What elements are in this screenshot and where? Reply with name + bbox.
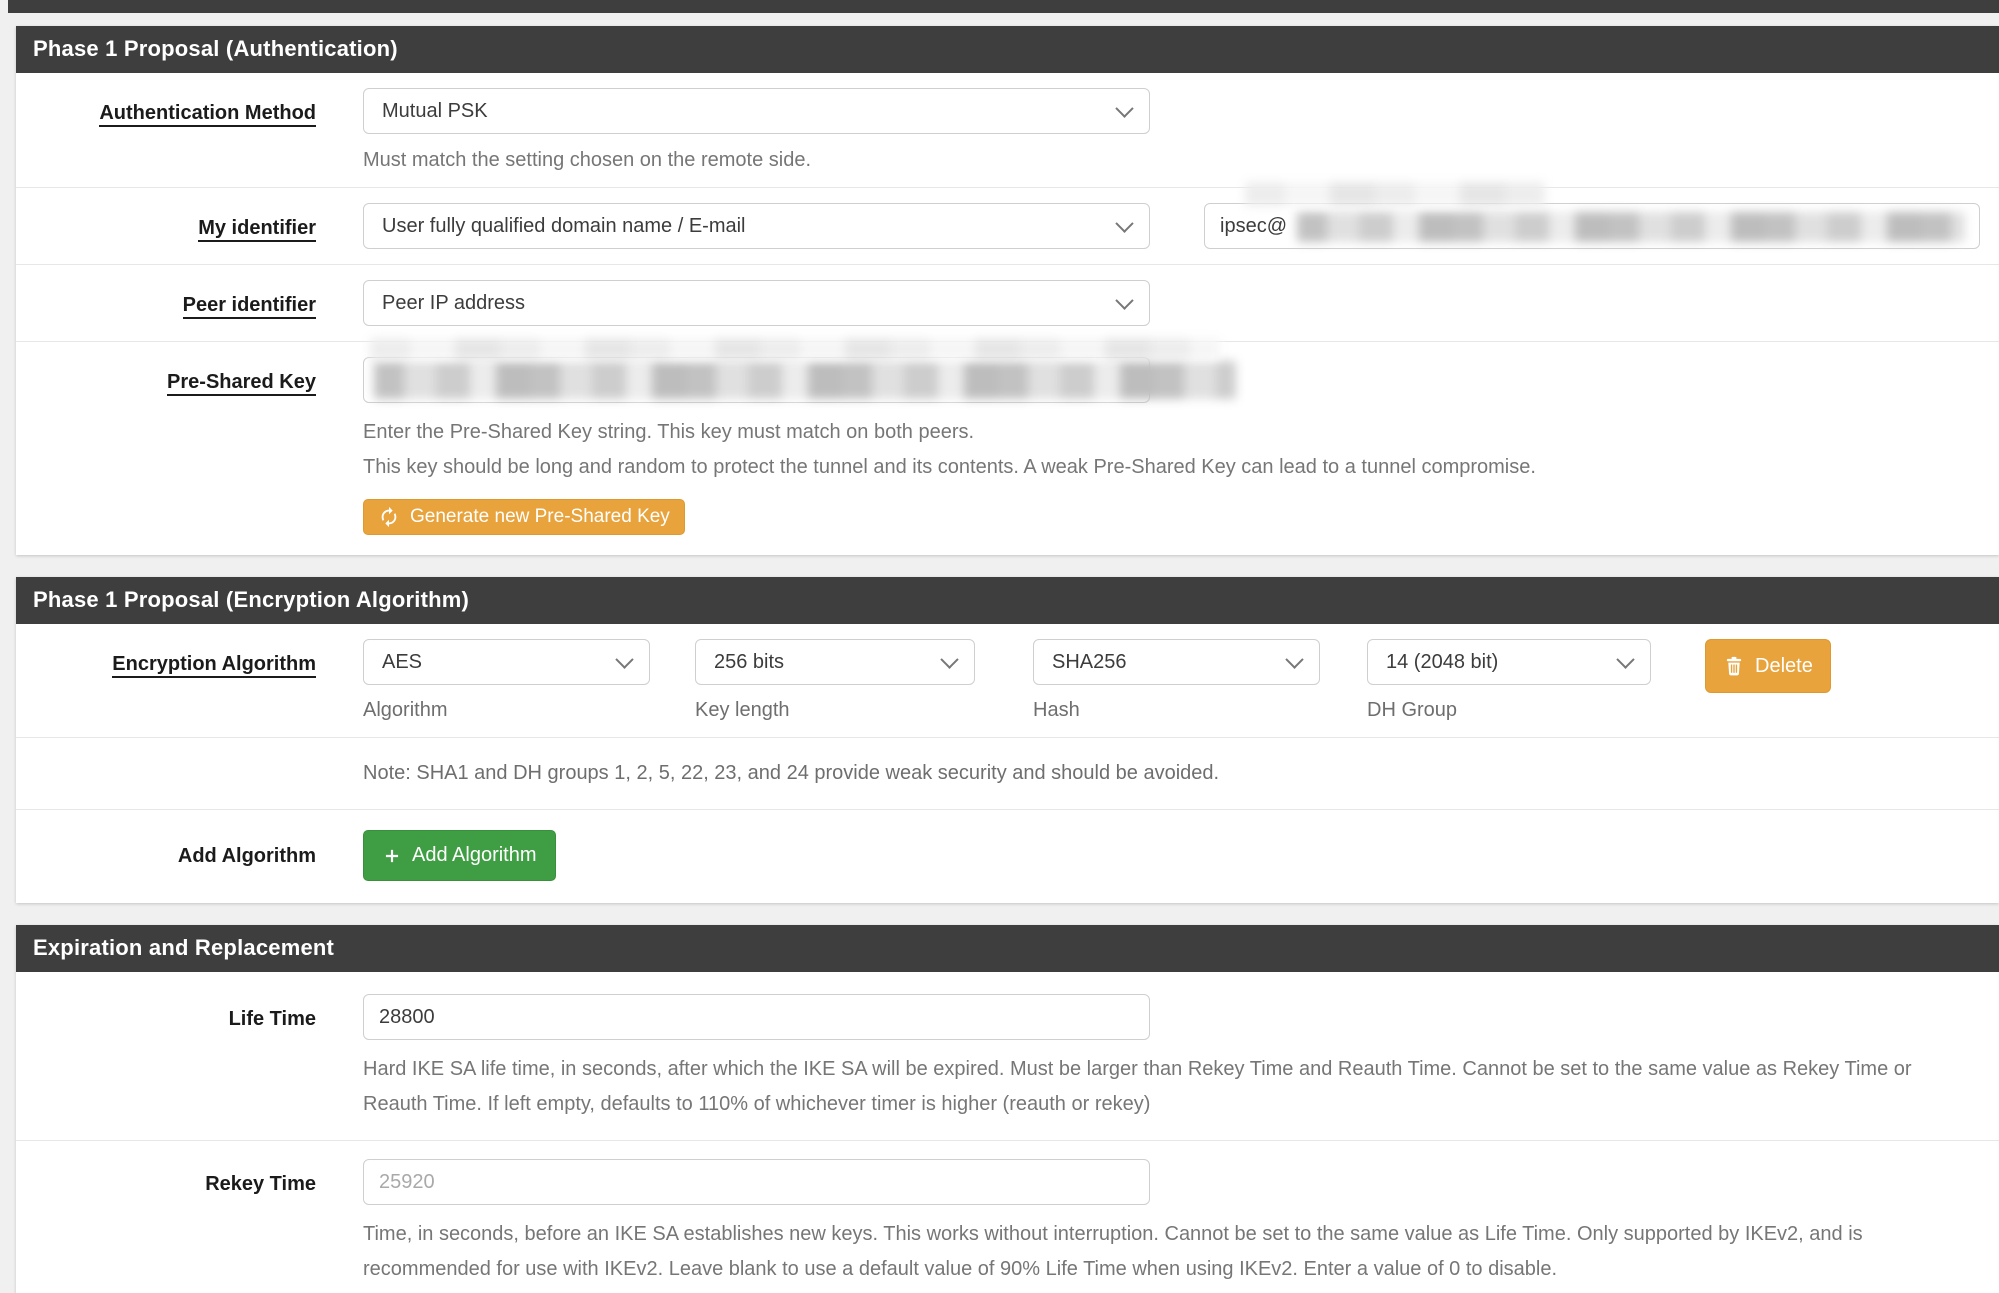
dh-group-value: 14 (2048 bit): [1386, 650, 1499, 673]
section-header-encryption: Phase 1 Proposal (Encryption Algorithm): [16, 577, 1999, 624]
encryption-algorithm-select[interactable]: [363, 639, 650, 685]
row-rekey-time: [16, 1141, 1999, 1293]
rekey-time-label: Rekey Time: [205, 1173, 316, 1195]
add-algorithm-button-label: Add Algorithm: [412, 844, 537, 866]
row-encryption-algorithm: [16, 624, 1999, 738]
psk-help-line2: This key should be long and random to protect the tunnel and its contents. A weak Pre-Shared Key can lead to a tunnel compromise.: [363, 456, 1536, 478]
chevron-down-icon: [1115, 291, 1133, 309]
row-pre-shared-key: [16, 342, 1999, 553]
peer-identifier-select[interactable]: [363, 280, 1150, 326]
hash-sublabel: Hash: [1033, 699, 1080, 721]
previous-section-header-remnant: [8, 0, 1999, 13]
chevron-down-icon: [615, 650, 633, 668]
chevron-down-icon: [1115, 99, 1133, 117]
authentication-method-help: Must match the setting chosen on the remote side.: [363, 149, 812, 171]
delete-algorithm-button[interactable]: [1705, 639, 1831, 693]
generate-psk-button[interactable]: [363, 499, 685, 535]
dh-group-select[interactable]: [1367, 639, 1651, 685]
add-algorithm-label: Add Algorithm: [177, 845, 316, 867]
weak-security-note: Note: SHA1 and DH groups 1, 2, 5, 22, 23, and 24 provide weak security and should be avoided.: [363, 762, 1220, 784]
chevron-down-icon: [1285, 650, 1303, 668]
row-life-time: [16, 972, 1999, 1141]
redacted-psk-value: [374, 361, 1236, 399]
delete-button-label: Delete: [1755, 654, 1813, 677]
row-add-algorithm: [16, 810, 1999, 901]
my-identifier-label[interactable]: My identifier: [198, 217, 316, 242]
add-algorithm-button[interactable]: [363, 830, 556, 881]
psk-help-line1: Enter the Pre-Shared Key string. This key must match on both peers.: [363, 421, 975, 443]
algorithm-sublabel: Algorithm: [363, 699, 448, 721]
chevron-down-icon: [1115, 214, 1133, 232]
peer-identifier-label[interactable]: Peer identifier: [183, 294, 316, 319]
panel-phase1-encryption: [16, 577, 1999, 903]
life-time-help: Hard IKE SA life time, in seconds, after which the IKE SA will be expired. Must be larger than Rekey Time and Reauth Time. Cannot be set to the same value as Rekey Time or Reauth Time. If left empty, defaults to 110% of whichever timer is higher (reauth or rekey): [363, 1058, 1912, 1115]
row-my-identifier: [16, 188, 1999, 265]
dh-group-sublabel: DH Group: [1367, 699, 1458, 721]
life-time-input[interactable]: [363, 994, 1150, 1040]
pre-shared-key-label[interactable]: Pre-Shared Key: [167, 371, 316, 396]
panel-expiration-replacement: [16, 925, 1999, 1293]
pre-shared-key-input[interactable]: [363, 357, 1150, 403]
row-peer-identifier: [16, 265, 1999, 342]
authentication-method-value: Mutual PSK: [382, 99, 488, 122]
redacted-identifier-value: [1297, 212, 1965, 242]
authentication-method-label[interactable]: Authentication Method: [99, 102, 316, 127]
hash-value: SHA256: [1052, 650, 1127, 673]
life-time-label: Life Time: [228, 1008, 316, 1030]
rekey-time-input[interactable]: [363, 1159, 1150, 1205]
panel-phase1-authentication: [16, 26, 1999, 555]
chevron-down-icon: [1616, 650, 1634, 668]
my-identifier-input-prefix: ipsec@: [1220, 214, 1287, 237]
encryption-algorithm-value: AES: [382, 650, 423, 673]
peer-identifier-value: Peer IP address: [382, 291, 526, 314]
section-header-expiration: Expiration and Replacement: [16, 925, 1999, 972]
key-length-sublabel: Key length: [695, 699, 790, 721]
redaction-smudge: [370, 338, 1220, 360]
redaction-smudge: [1245, 182, 1545, 206]
authentication-method-select[interactable]: [363, 88, 1150, 134]
row-authentication-method: [16, 73, 1999, 188]
plus-icon: [382, 846, 402, 866]
chevron-down-icon: [940, 650, 958, 668]
generate-psk-button-label: Generate new Pre-Shared Key: [410, 506, 670, 527]
my-identifier-select[interactable]: [363, 203, 1150, 249]
key-length-select[interactable]: [695, 639, 975, 685]
key-length-value: 256 bits: [714, 650, 785, 673]
my-identifier-value: User fully qualified domain name / E-mail: [382, 214, 746, 237]
refresh-icon: [378, 506, 400, 528]
row-encryption-note: [16, 738, 1999, 810]
section-header-authentication: Phase 1 Proposal (Authentication): [16, 26, 1999, 73]
rekey-time-help: Time, in seconds, before an IKE SA establishes new keys. This works without interruption. Cannot be set to the same value as Life Time. Only supported by IKEv2, and is recommended for use with IKEv2. Leave blank to use a default value of 90% Life Time when using IKEv2. Enter a value of 0 to disable.: [363, 1223, 1863, 1280]
hash-select[interactable]: [1033, 639, 1320, 685]
trash-icon: [1723, 655, 1745, 677]
encryption-algorithm-label[interactable]: Encryption Algorithm: [112, 653, 316, 678]
my-identifier-input[interactable]: [1204, 203, 1980, 249]
